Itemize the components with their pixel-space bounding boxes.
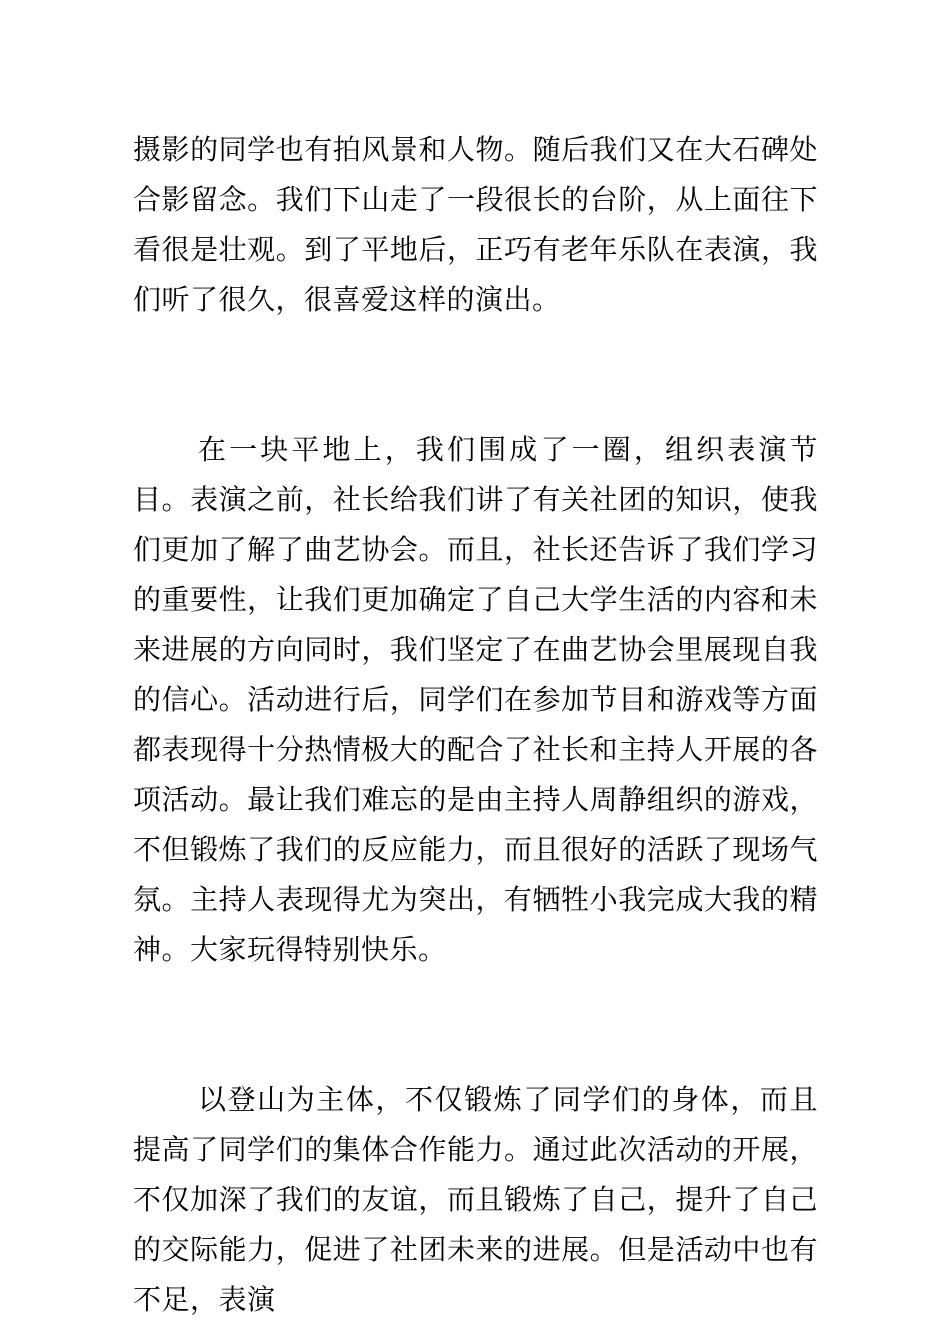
paragraph-2: 在一块平地上，我们围成了一圈，组织表演节目。表演之前，社长给我们讲了有关社团的知识，使我们更加了解了曲艺协会。而且，社长还告诉了我们学习的重要性，让我们更加确定了自己大学生活的内容和未来进展的方向同时，我们坚定了在曲艺协会里展现自我的信心。活动进行后，同学们在参加节目和游戏等方面都表现得十分热情极大的配合了社长和主持人开展的各项活动。最让我们难忘的是由主持人周静组织的游戏，不但锻炼了我们的反应能力，而且很好的活跃了现场气氛。主持人表现得尤为突出，有牺牲小我完成大我的精神。大家玩得特别快乐。	[133, 433, 818, 966]
paragraph-1: 摄影的同学也有拍风景和人物。随后我们又在大石碑处合影留念。我们下山走了一段很长的台阶，从上面往下看很是壮观。到了平地后，正巧有老年乐队在表演，我们听了很久，很喜爱这样的演出。	[133, 133, 818, 316]
paragraph-3: 以登山为主体，不仅锻炼了同学们的身体，而且提高了同学们的集体合作能力。通过此次活动的开展，不仅加深了我们的友谊，而且锻炼了自己，提升了自己的交际能力，促进了社团未来的进展。但是活动中也有不足，表演	[133, 1083, 818, 1316]
document-content	[133, 125, 818, 1325]
